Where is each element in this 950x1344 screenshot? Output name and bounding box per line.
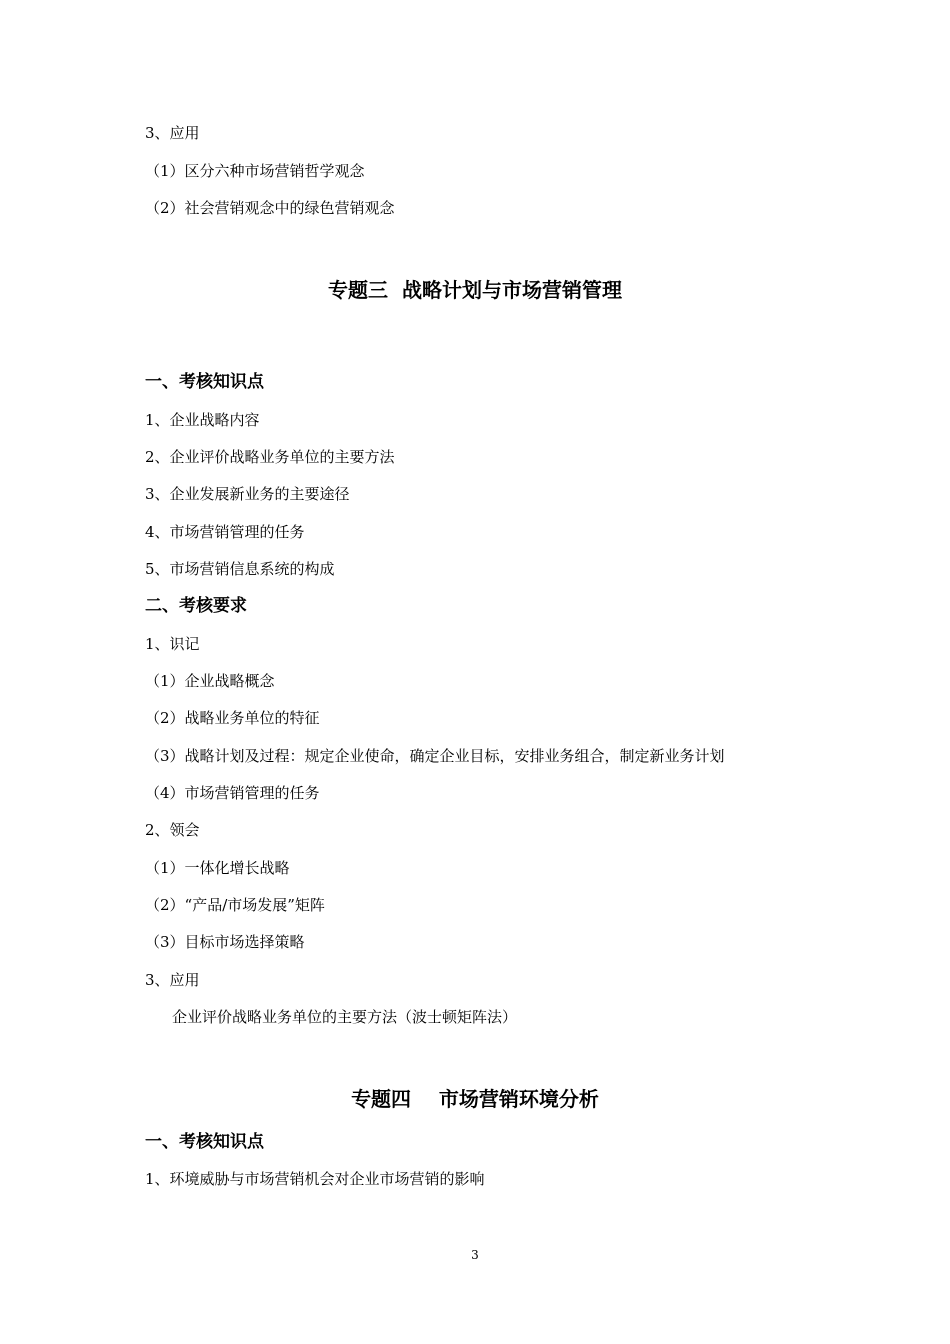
list-item: （2）社会营销观念中的绿色营销观念 xyxy=(145,199,395,217)
topic4-knowledge-heading: 一、考核知识点 xyxy=(145,1132,264,1152)
apply-heading: 3、应用 xyxy=(145,971,200,989)
apply-text: 企业评价战略业务单位的主要方法（波士顿矩阵法） xyxy=(172,1008,518,1026)
apply-heading-top: 3、应用 xyxy=(145,124,200,142)
list-item: 1、企业战略内容 xyxy=(145,411,260,429)
list-item: （2）战略业务单位的特征 xyxy=(145,709,320,727)
topic3-requirements-heading: 二、考核要求 xyxy=(145,596,247,616)
list-item: 2、企业评价战略业务单位的主要方法 xyxy=(145,448,395,466)
understand-heading: 2、领会 xyxy=(145,821,200,839)
list-item: （2）“产品/市场发展”矩阵 xyxy=(145,896,325,914)
list-item: （4）市场营销管理的任务 xyxy=(145,784,320,802)
topic3-knowledge-heading: 一、考核知识点 xyxy=(145,372,264,392)
list-item: （1）区分六种市场营销哲学观念 xyxy=(145,162,365,180)
list-item: 5、市场营销信息系统的构成 xyxy=(145,560,335,578)
topic3-title: 专题三 战略计划与市场营销管理 xyxy=(328,278,622,302)
memorize-heading: 1、识记 xyxy=(145,635,200,653)
list-item: （1）企业战略概念 xyxy=(145,672,275,690)
list-item: （1）一体化增长战略 xyxy=(145,859,290,877)
list-item: 4、市场营销管理的任务 xyxy=(145,523,305,541)
list-item: （3）目标市场选择策略 xyxy=(145,933,305,951)
list-item: 3、企业发展新业务的主要途径 xyxy=(145,485,350,503)
topic4-title: 专题四 市场营销环境分析 xyxy=(351,1087,599,1111)
list-item: 1、环境威胁与市场营销机会对企业市场营销的影响 xyxy=(145,1170,485,1188)
page-number: 3 xyxy=(471,1248,479,1262)
list-item: （3）战略计划及过程：规定企业使命，确定企业目标，安排业务组合，制定新业务计划 xyxy=(145,747,725,765)
